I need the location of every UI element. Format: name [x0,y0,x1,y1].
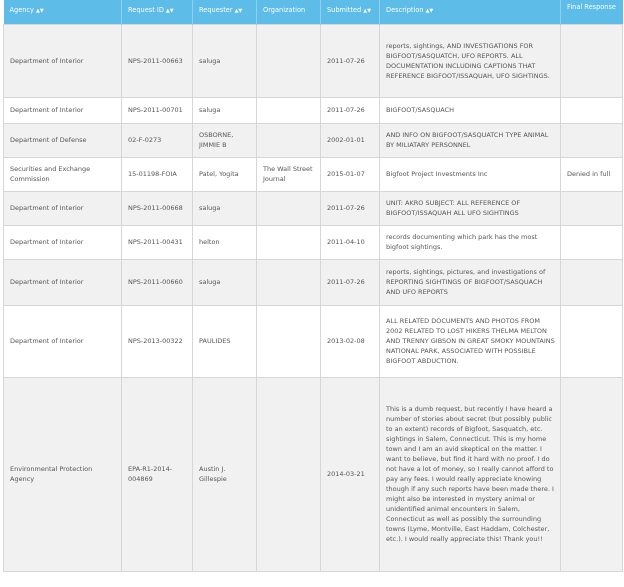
header-label: Request ID [128,6,164,14]
cell-request-id: NPS-2011-00701 [122,97,193,123]
cell-final-response [561,225,623,259]
cell-submitted: 2011-04-10 [321,225,380,259]
header-label: Requester [199,6,233,14]
table-row [4,123,623,157]
table-row [4,377,623,571]
cell-final-response [561,305,623,377]
column-header-description[interactable] [380,0,561,24]
table-row [4,225,623,259]
cell-organization: The Wall Street Journal [257,157,321,191]
table-row [4,97,623,123]
cell-final-response: Denied in full [561,157,623,191]
cell-request-id: NPS-2011-00660 [122,259,193,305]
header-label: Submitted [327,6,362,14]
cell-request-id: NPS-2011-00663 [122,24,193,97]
table-row [4,305,623,377]
header-label: Description [386,6,424,14]
cell-final-response [561,123,623,157]
cell-final-response [561,377,623,571]
cell-description: records documenting which park has the most bigfoot sightings. [380,225,561,259]
cell-agency: Department of Interior [4,97,122,123]
cell-description: AND INFO ON BIGFOOT/SASQUATCH TYPE ANIMAL BY MILIATARY PERSONNEL [380,123,561,157]
cell-submitted: 2002-01-01 [321,123,380,157]
header-label: Organization [263,6,306,14]
cell-organization [257,377,321,571]
cell-organization [257,123,321,157]
cell-organization [257,97,321,123]
cell-requester: OSBORNE, JIMMIE B [193,123,257,157]
cell-agency: Securities and Exchange Commission [4,157,122,191]
cell-requester: PAULIDES [193,305,257,377]
cell-agency: Department of Interior [4,305,122,377]
cell-description: UNIT: AKRO SUBJECT: ALL REFERENCE OF BIGFOOT/ISSAQUAH ALL UFO SIGHTINGS [380,191,561,225]
cell-final-response [561,97,623,123]
cell-final-response [561,191,623,225]
cell-description: reports, sightings, AND INVESTIGATIONS FOR BIGFOOT/SASQUATCH, UFO REPORTS. ALL DOCUMENTATION INCLUDING CAPTIONS THAT REFERENCE BIGFOOT/ISSAQUAH, UFO SIGHTINGS. [380,24,561,97]
cell-submitted: 2013-02-08 [321,305,380,377]
cell-request-id: NPS-2011-00431 [122,225,193,259]
cell-submitted: 2015-01-07 [321,157,380,191]
cell-agency: Department of Interior [4,259,122,305]
sort-icon[interactable]: ▲▼ [35,8,44,14]
foia-requests-table [3,0,623,572]
cell-organization [257,191,321,225]
sort-icon[interactable]: ▲▼ [363,8,371,14]
cell-requester: Austin J. Gillespie [193,377,257,571]
cell-agency: Department of Interior [4,225,122,259]
cell-request-id: 02-F-0273 [122,123,193,157]
cell-agency: Department of Interior [4,191,122,225]
column-header-requester[interactable] [193,0,257,24]
column-header-submitted[interactable] [321,0,380,24]
cell-description: BIGFOOT/SASQUACH [380,97,561,123]
table-row [4,24,623,97]
table-header-row [4,0,623,24]
cell-final-response [561,259,623,305]
cell-requester: Patel, Yogita [193,157,257,191]
cell-final-response [561,24,623,97]
cell-agency: Department of Interior [4,24,122,97]
cell-requester: saluga [193,24,257,97]
cell-description: This is a dumb request, but recently I have heard a number of stories about secret (but possibly public to an extent) records of Bigfoot, Sasquatch, etc. sightings in Salem, Connecticut. This is my home town and I am an avid skeptical on the matter. I want to believe, but find it hard with no proof. I do not have a lot of money, so I really cannot afford to pay any fees. I would really appreciate knowing though if any such reports have been made there. I might also be interested in mystery animal or unidentified animal encounters in Salem, Connecticut as well as possibly the surrounding towns (Lyme, Montville, East Haddam, Colchester, etc.). I would really appreciate this! Thank you!! [380,377,561,571]
cell-request-id: 15-01198-FOIA [122,157,193,191]
cell-submitted: 2011-07-26 [321,97,380,123]
column-header-organization[interactable] [257,0,321,24]
cell-organization [257,24,321,97]
header-label: Agency [9,6,34,14]
cell-requester: helton [193,225,257,259]
cell-description: reports, sightings, pictures, and investigations of REPORTING SIGHTINGS OF BIGFOOT/SASQUACH AND UFO REPORTS [380,259,561,305]
cell-submitted: 2011-07-26 [321,259,380,305]
cell-submitted: 2014-03-21 [321,377,380,571]
cell-request-id: NPS-2011-00668 [122,191,193,225]
cell-requester: saluga [193,97,257,123]
sort-icon[interactable]: ▲▼ [165,8,174,14]
table-row [4,157,623,191]
cell-description: Bigfoot Project Investments Inc [380,157,561,191]
cell-request-id: NPS-2013-00322 [122,305,193,377]
table-body [4,24,623,571]
sort-icon[interactable]: ▲▼ [425,8,434,14]
cell-submitted: 2011-07-26 [321,24,380,97]
cell-requester: saluga [193,191,257,225]
cell-organization [257,305,321,377]
cell-organization [257,225,321,259]
header-label: Final Response [567,3,616,11]
cell-description: ALL RELATED DOCUMENTS AND PHOTOS FROM 2002 RELATED TO LOST HIKERS THELMA MELTON AND TRENNY GIBSON IN GREAT SMOKY MOUNTAINS NATIONAL PARK, ASSOCIATED WITH POSSIBLE BIGFOOT ABDUCTION. [380,305,561,377]
table-row [4,259,623,305]
cell-agency: Department of Defense [4,123,122,157]
sort-icon[interactable]: ▲▼ [234,8,243,14]
cell-organization [257,259,321,305]
column-header-request-id[interactable] [122,0,193,24]
cell-request-id: EPA-R1-2014-004869 [122,377,193,571]
column-header-agency[interactable] [4,0,122,24]
column-header-final-response[interactable] [561,0,623,24]
cell-requester: saluga [193,259,257,305]
cell-submitted: 2011-07-26 [321,191,380,225]
table-row [4,191,623,225]
cell-agency: Environmental Protection Agency [4,377,122,571]
